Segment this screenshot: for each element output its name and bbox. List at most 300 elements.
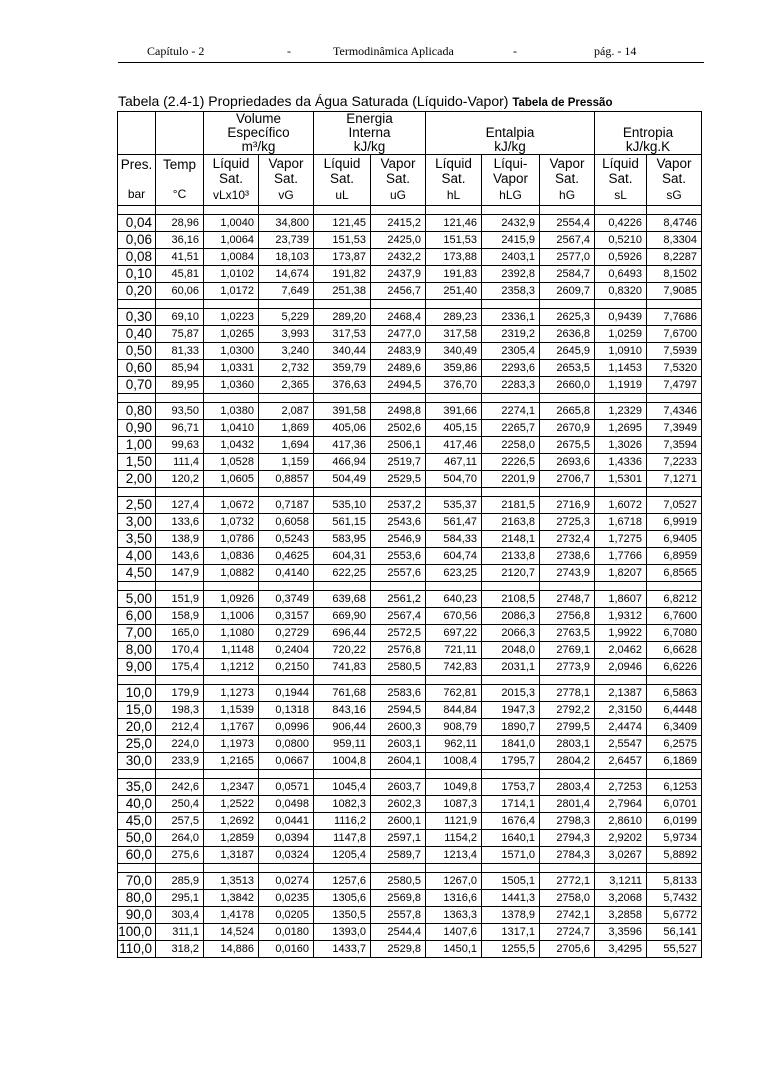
value-cell: 158,9	[156, 608, 204, 625]
value-cell: 6,8565	[647, 565, 702, 582]
value-cell: 405,06	[314, 420, 371, 437]
value-cell: 2670,9	[540, 420, 595, 437]
spacer-cell	[204, 770, 259, 779]
value-cell: 1,0084	[204, 249, 259, 266]
value-cell: 0,2729	[259, 625, 314, 642]
table-row	[118, 924, 702, 941]
header-separator: -	[513, 44, 517, 58]
spacer-cell	[156, 206, 204, 215]
value-cell: 0,0235	[259, 890, 314, 907]
value-cell: 6,4448	[647, 702, 702, 719]
value-cell: 1,7275	[595, 531, 647, 548]
value-cell: 5,9734	[647, 830, 702, 847]
value-cell: 1008,4	[426, 753, 482, 770]
value-cell: 3,1211	[595, 873, 647, 890]
value-cell: 2201,9	[482, 471, 540, 488]
value-cell: 391,58	[314, 403, 371, 420]
column-header-line: Vapor	[656, 156, 692, 171]
value-cell: 8,1502	[647, 266, 702, 283]
table-row	[118, 343, 702, 360]
value-cell: 2,365	[259, 377, 314, 394]
value-cell: 1,6718	[595, 514, 647, 531]
table-row	[118, 753, 702, 770]
value-cell: 1,0360	[204, 377, 259, 394]
value-cell: 2265,7	[482, 420, 540, 437]
group-spacer	[118, 394, 702, 403]
spacer-cell	[156, 582, 204, 591]
value-cell: 1,4178	[204, 907, 259, 924]
value-cell: 1,0910	[595, 343, 647, 360]
value-cell: 173,88	[426, 249, 482, 266]
column-header-line: Líquid	[435, 156, 472, 171]
value-cell: 2519,7	[371, 454, 426, 471]
value-cell: 1433,7	[314, 941, 371, 958]
value-cell: 0,0180	[259, 924, 314, 941]
value-cell: 0,5243	[259, 531, 314, 548]
value-cell: 720,22	[314, 642, 371, 659]
value-cell: 2660,0	[540, 377, 595, 394]
value-cell: 198,3	[156, 702, 204, 719]
value-cell: 2580,5	[371, 873, 426, 890]
spacer-cell	[118, 582, 156, 591]
value-cell: 5,7432	[647, 890, 702, 907]
spacer-cell	[647, 676, 702, 685]
value-cell: 69,10	[156, 309, 204, 326]
value-cell: 1,159	[259, 454, 314, 471]
value-cell: 1,694	[259, 437, 314, 454]
header-energy	[314, 112, 426, 155]
value-cell: 6,9919	[647, 514, 702, 531]
value-cell: 1,3513	[204, 873, 259, 890]
spacer-cell	[595, 488, 647, 497]
value-cell: 1795,7	[482, 753, 540, 770]
header-enthalpy	[426, 112, 595, 155]
value-cell: 1,2329	[595, 403, 647, 420]
value-cell: 721,11	[426, 642, 482, 659]
value-cell: 742,83	[426, 659, 482, 676]
pressure-cell: 4,00	[118, 548, 156, 565]
value-cell: 317,53	[314, 326, 371, 343]
value-cell: 0,0996	[259, 719, 314, 736]
spacer-cell	[426, 206, 482, 215]
table-row	[118, 266, 702, 283]
table-row	[118, 437, 702, 454]
spacer-cell	[118, 488, 156, 497]
value-cell: 1,0605	[204, 471, 259, 488]
group-spacer	[118, 300, 702, 309]
value-cell: 2,1387	[595, 685, 647, 702]
value-cell: 2742,1	[540, 907, 595, 924]
table-row	[118, 736, 702, 753]
value-cell: 1267,0	[426, 873, 482, 890]
spacer-cell	[259, 770, 314, 779]
table-title-main: Tabela (2.4-1) Propriedades da Água Saturada (Líquido-Vapor)	[118, 93, 509, 109]
value-cell: 8,2287	[647, 249, 702, 266]
column-header-line: Líquid	[602, 156, 639, 171]
spacer-cell	[314, 864, 371, 873]
value-cell: 7,0527	[647, 497, 702, 514]
value-cell: 41,51	[156, 249, 204, 266]
value-cell: 2569,8	[371, 890, 426, 907]
value-cell: 6,8959	[647, 548, 702, 565]
column-header-line: uL	[335, 188, 349, 202]
value-cell: 2597,1	[371, 830, 426, 847]
value-cell: 340,49	[426, 343, 482, 360]
spacer-cell	[259, 394, 314, 403]
value-cell: 96,71	[156, 420, 204, 437]
pressure-cell: 90,0	[118, 907, 156, 924]
value-cell: 151,53	[426, 232, 482, 249]
value-cell: 251,38	[314, 283, 371, 300]
value-cell: 0,3157	[259, 608, 314, 625]
value-cell: 1147,8	[314, 830, 371, 847]
value-cell: 7,649	[259, 283, 314, 300]
value-cell: 1450,1	[426, 941, 482, 958]
value-cell: 2,8610	[595, 813, 647, 830]
pressure-cell: 50,0	[118, 830, 156, 847]
value-cell: 604,74	[426, 548, 482, 565]
value-cell: 1213,4	[426, 847, 482, 864]
pressure-cell: 2,00	[118, 471, 156, 488]
value-cell: 2609,7	[540, 283, 595, 300]
pressure-cell: 70,0	[118, 873, 156, 890]
value-cell: 2258,0	[482, 437, 540, 454]
value-cell: 5,8133	[647, 873, 702, 890]
value-cell: 14,674	[259, 266, 314, 283]
value-cell: 5,6772	[647, 907, 702, 924]
column-header-line: Temp	[162, 157, 196, 172]
value-cell: 2602,3	[371, 796, 426, 813]
table-row	[118, 403, 702, 420]
pressure-cell: 2,50	[118, 497, 156, 514]
value-cell: 317,58	[426, 326, 482, 343]
value-cell: 2748,7	[540, 591, 595, 608]
value-cell: 604,31	[314, 548, 371, 565]
value-cell: 2653,5	[540, 360, 595, 377]
pressure-cell: 100,0	[118, 924, 156, 941]
value-cell: 1,0223	[204, 309, 259, 326]
value-cell: 2603,7	[371, 779, 426, 796]
column-header-line: sG	[666, 188, 682, 202]
spacer-cell	[482, 770, 540, 779]
spacer-cell	[647, 206, 702, 215]
table-row	[118, 454, 702, 471]
spacer-cell	[118, 676, 156, 685]
book-title: Termodinâmica Aplicada	[333, 44, 454, 58]
value-cell: 2580,5	[371, 659, 426, 676]
spacer-cell	[314, 300, 371, 309]
pressure-cell: 4,50	[118, 565, 156, 582]
value-cell: 179,9	[156, 685, 204, 702]
value-cell: 1,0064	[204, 232, 259, 249]
value-cell: 844,84	[426, 702, 482, 719]
pressure-cell: 40,0	[118, 796, 156, 813]
header-blank	[118, 112, 156, 155]
value-cell: 0,0441	[259, 813, 314, 830]
value-cell: 843,16	[314, 702, 371, 719]
value-cell: 1,9922	[595, 625, 647, 642]
value-cell: 376,63	[314, 377, 371, 394]
column-header-line: Sat.	[441, 171, 466, 186]
value-cell: 2456,7	[371, 283, 426, 300]
value-cell: 7,2233	[647, 454, 702, 471]
value-cell: 2583,6	[371, 685, 426, 702]
value-cell: 2319,2	[482, 326, 540, 343]
value-cell: 640,23	[426, 591, 482, 608]
value-cell: 6,3409	[647, 719, 702, 736]
spacer-cell	[482, 676, 540, 685]
value-cell: 2557,8	[371, 907, 426, 924]
value-cell: 1,0259	[595, 326, 647, 343]
value-cell: 81,33	[156, 343, 204, 360]
value-cell: 2794,3	[540, 830, 595, 847]
value-cell: 2489,6	[371, 360, 426, 377]
spacer-cell	[204, 864, 259, 873]
pressure-cell: 0,06	[118, 232, 156, 249]
spacer-cell	[204, 488, 259, 497]
column-header-line: Sat.	[329, 171, 354, 186]
table-row	[118, 249, 702, 266]
value-cell: 908,79	[426, 719, 482, 736]
value-cell: 1,0732	[204, 514, 259, 531]
value-cell: 1045,4	[314, 779, 371, 796]
spacer-cell	[371, 676, 426, 685]
spacer-cell	[426, 864, 482, 873]
value-cell: 138,9	[156, 531, 204, 548]
spacer-cell	[595, 864, 647, 873]
value-cell: 761,68	[314, 685, 371, 702]
value-cell: 2561,2	[371, 591, 426, 608]
value-cell: 212,4	[156, 719, 204, 736]
table-row	[118, 608, 702, 625]
value-cell: 6,5863	[647, 685, 702, 702]
value-cell: 762,81	[426, 685, 482, 702]
spacer-cell	[426, 488, 482, 497]
table-row	[118, 531, 702, 548]
spacer-cell	[482, 864, 540, 873]
value-cell: 2784,3	[540, 847, 595, 864]
pressure-cell: 0,90	[118, 420, 156, 437]
value-cell: 0,7187	[259, 497, 314, 514]
value-cell: 2600,3	[371, 719, 426, 736]
header-volume-line: Volume	[235, 111, 282, 126]
spacer-cell	[118, 770, 156, 779]
table-row	[118, 309, 702, 326]
pressure-cell: 20,0	[118, 719, 156, 736]
table-row	[118, 548, 702, 565]
value-cell: 2,0946	[595, 659, 647, 676]
value-cell: 6,7080	[647, 625, 702, 642]
saturated-water-table	[117, 111, 702, 958]
column-header-line: Vapor	[493, 171, 529, 186]
spacer-cell	[371, 582, 426, 591]
column-header-line: Sat.	[608, 171, 633, 186]
value-cell: 5,8892	[647, 847, 702, 864]
value-cell: 224,0	[156, 736, 204, 753]
column-header	[259, 155, 314, 206]
value-cell: 0,0571	[259, 779, 314, 796]
value-cell: 1505,1	[482, 873, 540, 890]
value-cell: 2716,9	[540, 497, 595, 514]
spacer-cell	[647, 488, 702, 497]
value-cell: 2,3150	[595, 702, 647, 719]
value-cell: 2725,3	[540, 514, 595, 531]
spacer-cell	[118, 394, 156, 403]
value-cell: 584,33	[426, 531, 482, 548]
column-header	[204, 155, 259, 206]
value-cell: 0,0800	[259, 736, 314, 753]
value-cell: 2756,8	[540, 608, 595, 625]
table-row	[118, 873, 702, 890]
value-cell: 2799,5	[540, 719, 595, 736]
column-header	[482, 155, 540, 206]
table-title-sub: Tabela de Pressão	[512, 97, 613, 109]
spacer-cell	[118, 206, 156, 215]
value-cell: 2769,1	[540, 642, 595, 659]
spacer-cell	[156, 676, 204, 685]
value-cell: 0,6058	[259, 514, 314, 531]
spacer-cell	[647, 582, 702, 591]
spacer-cell	[156, 770, 204, 779]
value-cell: 1,2695	[595, 420, 647, 437]
value-cell: 7,3949	[647, 420, 702, 437]
value-cell: 1317,1	[482, 924, 540, 941]
spacer-cell	[647, 864, 702, 873]
value-cell: 0,1318	[259, 702, 314, 719]
value-cell: 7,9085	[647, 283, 702, 300]
value-cell: 1087,3	[426, 796, 482, 813]
table-row	[118, 565, 702, 582]
spacer-cell	[482, 300, 540, 309]
value-cell: 2148,1	[482, 531, 540, 548]
value-cell: 466,94	[314, 454, 371, 471]
pressure-cell: 30,0	[118, 753, 156, 770]
value-cell: 2,0462	[595, 642, 647, 659]
value-cell: 467,11	[426, 454, 482, 471]
table-row	[118, 847, 702, 864]
value-cell: 175,4	[156, 659, 204, 676]
value-cell: 2763,5	[540, 625, 595, 642]
column-header-line: Líqui-	[493, 156, 528, 171]
header-entropy-unit: kJ/kg.K	[625, 139, 671, 154]
value-cell: 359,79	[314, 360, 371, 377]
value-cell: 1,0926	[204, 591, 259, 608]
value-cell: 2665,8	[540, 403, 595, 420]
spacer-cell	[426, 582, 482, 591]
column-header-line: sL	[614, 188, 627, 202]
pressure-cell: 3,50	[118, 531, 156, 548]
table-row	[118, 642, 702, 659]
column-header-line: hG	[559, 188, 576, 202]
table-row	[118, 890, 702, 907]
spacer-cell	[118, 864, 156, 873]
value-cell: 417,36	[314, 437, 371, 454]
value-cell: 2,7964	[595, 796, 647, 813]
value-cell: 2483,9	[371, 343, 426, 360]
header-energy-unit: kJ/kg	[353, 139, 386, 154]
value-cell: 1,2859	[204, 830, 259, 847]
spacer-cell	[540, 770, 595, 779]
pressure-cell: 1,50	[118, 454, 156, 471]
value-cell: 2506,1	[371, 437, 426, 454]
spacer-cell	[426, 300, 482, 309]
spacer-cell	[482, 582, 540, 591]
value-cell: 1,3187	[204, 847, 259, 864]
header-volume	[204, 112, 314, 155]
value-cell: 36,16	[156, 232, 204, 249]
value-cell: 7,7686	[647, 309, 702, 326]
value-cell: 1,0300	[204, 343, 259, 360]
value-cell: 18,103	[259, 249, 314, 266]
value-cell: 2803,1	[540, 736, 595, 753]
spacer-cell	[371, 206, 426, 215]
table-title	[118, 93, 738, 109]
value-cell: 2031,1	[482, 659, 540, 676]
pressure-cell: 3,00	[118, 514, 156, 531]
value-cell: 1255,5	[482, 941, 540, 958]
value-cell: 2804,2	[540, 753, 595, 770]
value-cell: 0,2150	[259, 659, 314, 676]
value-cell: 1640,1	[482, 830, 540, 847]
value-cell: 1,1212	[204, 659, 259, 676]
spacer-cell	[482, 394, 540, 403]
value-cell: 2293,6	[482, 360, 540, 377]
column-header	[118, 155, 156, 206]
value-cell: 359,86	[426, 360, 482, 377]
value-cell: 2706,7	[540, 471, 595, 488]
pressure-cell: 110,0	[118, 941, 156, 958]
value-cell: 0,4140	[259, 565, 314, 582]
value-cell: 1,6072	[595, 497, 647, 514]
value-cell: 1049,8	[426, 779, 482, 796]
value-cell: 1,1767	[204, 719, 259, 736]
value-cell: 303,4	[156, 907, 204, 924]
value-cell: 2589,7	[371, 847, 426, 864]
value-cell: 1,0836	[204, 548, 259, 565]
table-row	[118, 326, 702, 343]
spacer-cell	[647, 770, 702, 779]
header-energy-line: Energia	[346, 111, 393, 126]
value-cell: 133,6	[156, 514, 204, 531]
spacer-cell	[371, 300, 426, 309]
value-cell: 295,1	[156, 890, 204, 907]
value-cell: 1,4336	[595, 454, 647, 471]
value-cell: 376,70	[426, 377, 482, 394]
value-cell: 7,4346	[647, 403, 702, 420]
value-cell: 2,732	[259, 360, 314, 377]
table-row	[118, 719, 702, 736]
spacer-cell	[156, 394, 204, 403]
value-cell: 2163,8	[482, 514, 540, 531]
value-cell: 85,94	[156, 360, 204, 377]
table-row	[118, 625, 702, 642]
value-cell: 3,240	[259, 343, 314, 360]
value-cell: 7,5939	[647, 343, 702, 360]
spacer-cell	[259, 582, 314, 591]
value-cell: 2066,3	[482, 625, 540, 642]
header-energy-line: Interna	[348, 125, 391, 140]
column-header-line: vG	[278, 188, 294, 202]
column-header	[156, 155, 204, 206]
value-cell: 622,25	[314, 565, 371, 582]
value-cell: 535,10	[314, 497, 371, 514]
value-cell: 1,1539	[204, 702, 259, 719]
value-cell: 75,87	[156, 326, 204, 343]
spacer-cell	[371, 488, 426, 497]
value-cell: 2603,1	[371, 736, 426, 753]
value-cell: 1,0786	[204, 531, 259, 548]
value-cell: 1316,6	[426, 890, 482, 907]
